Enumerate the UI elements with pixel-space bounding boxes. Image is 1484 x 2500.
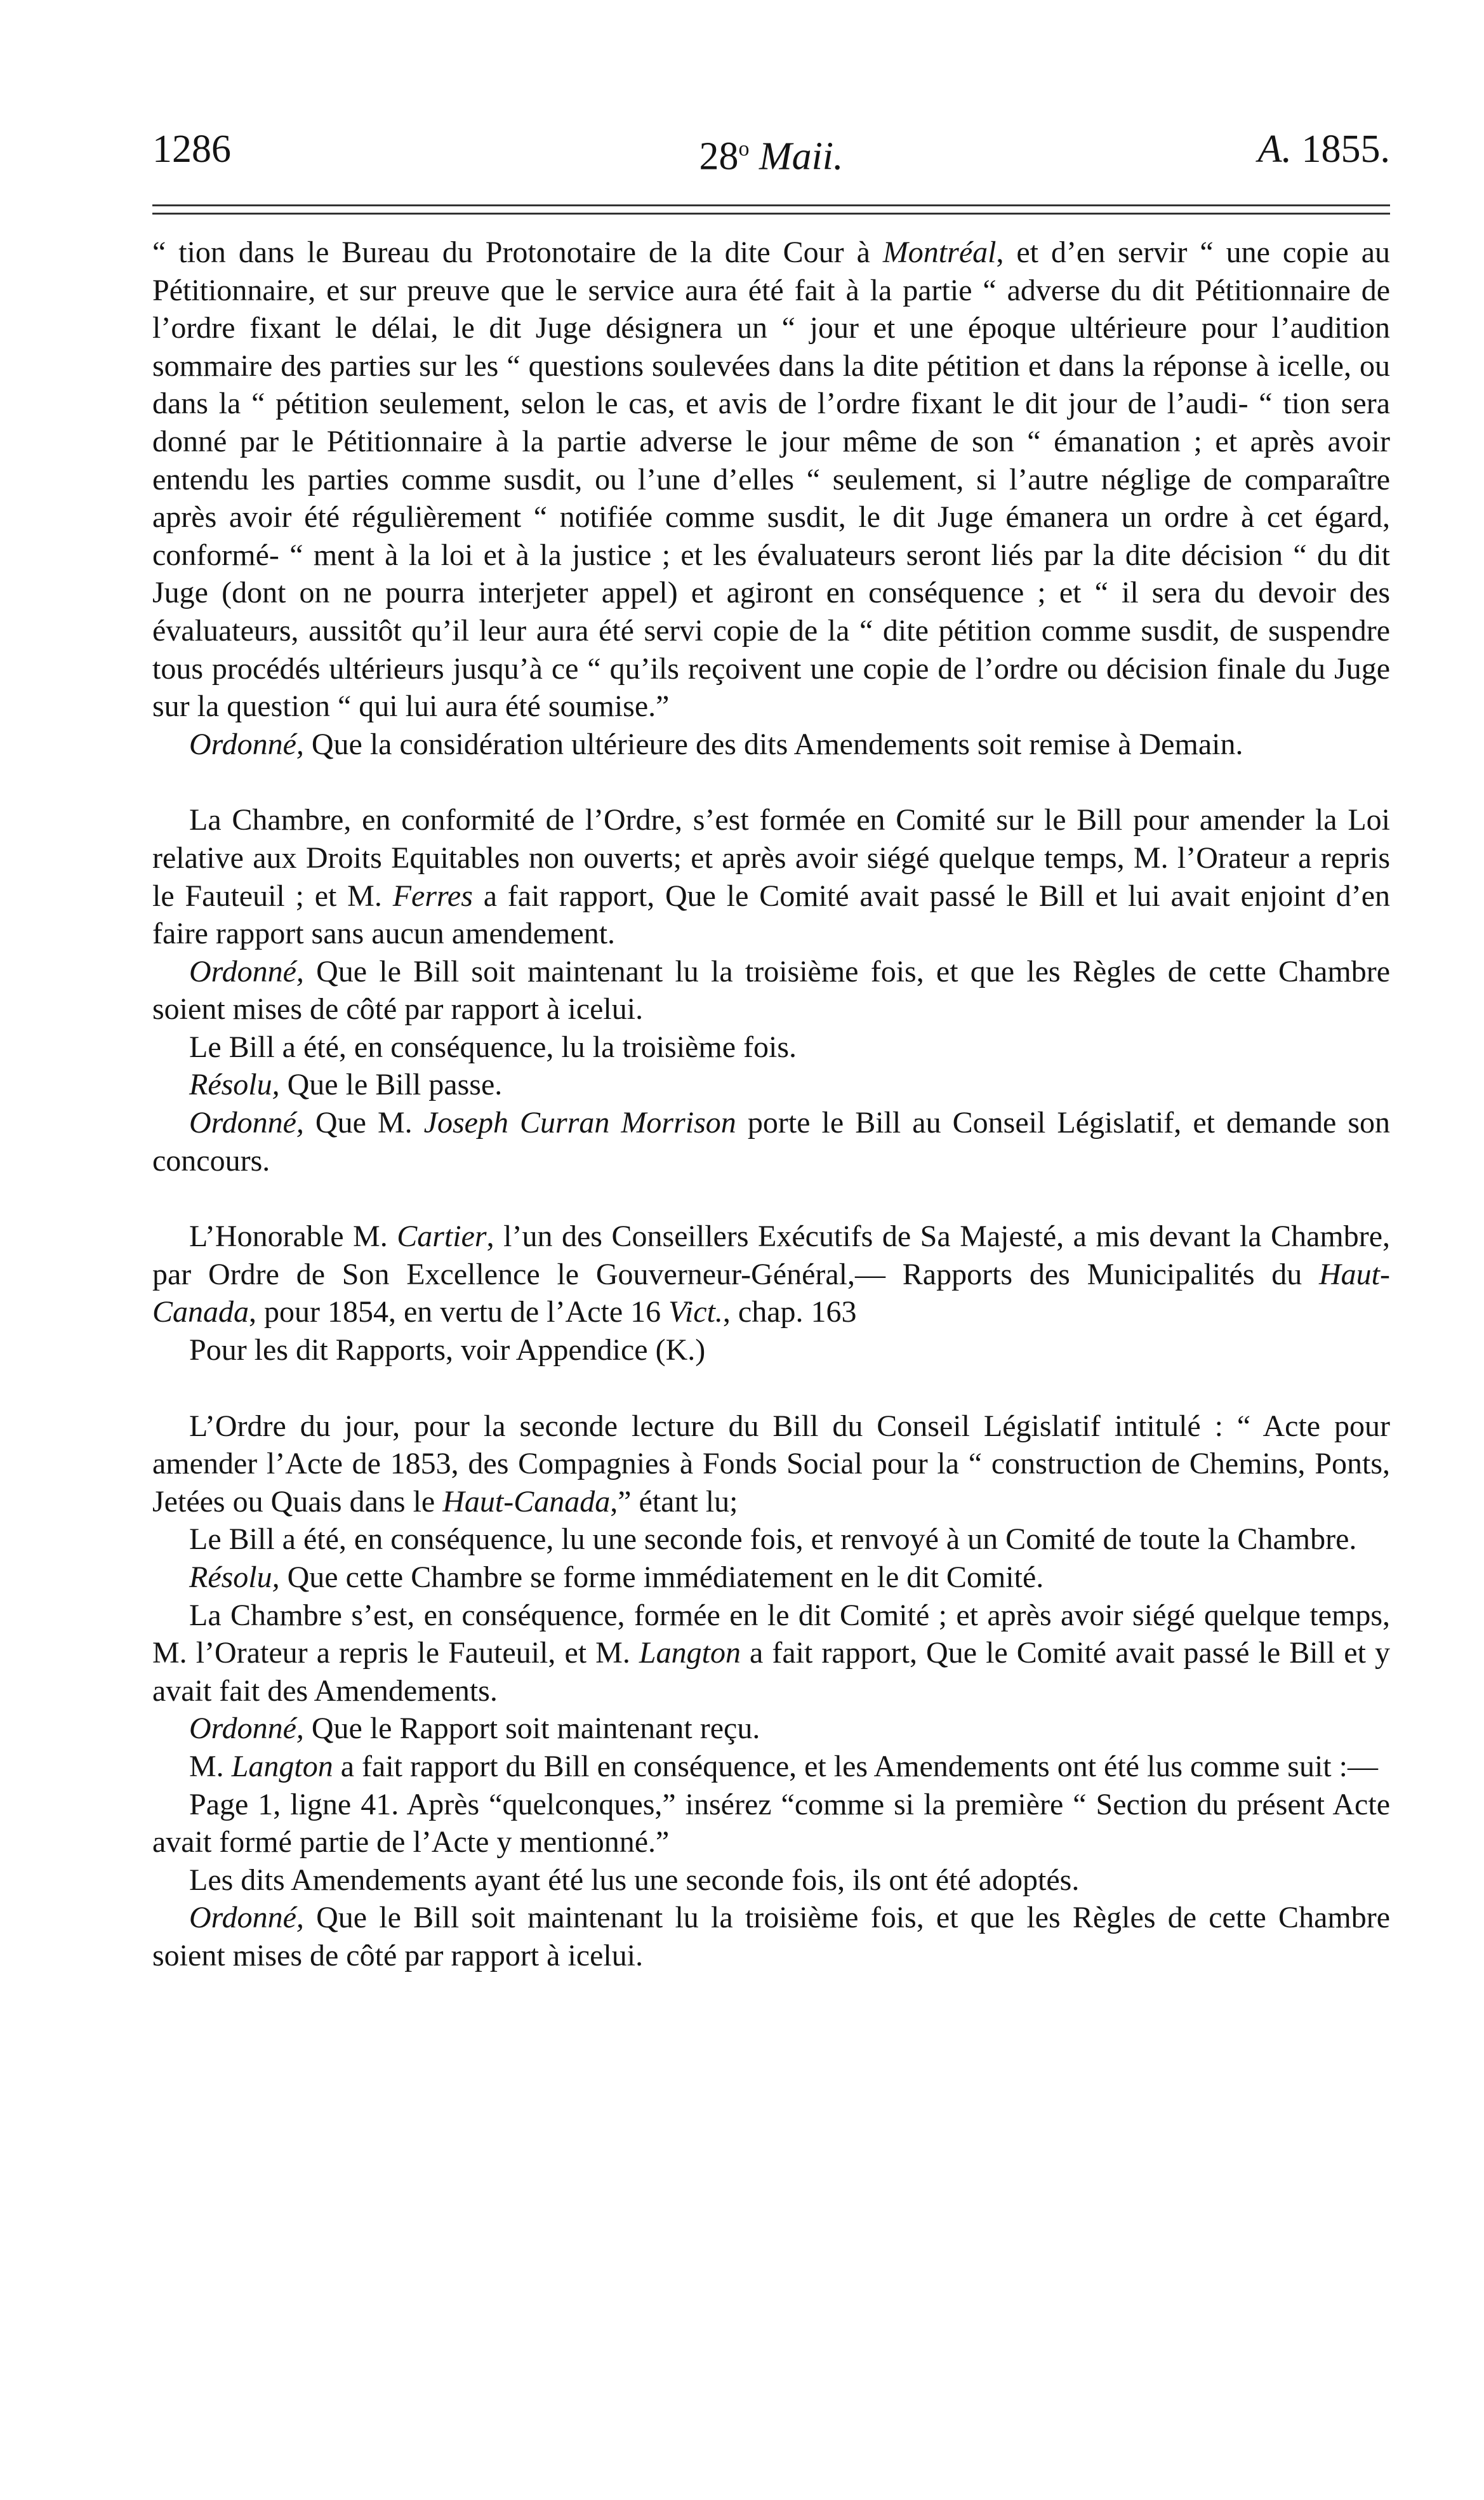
text-run: a fait rapport du Bill en conséquence, et les Amendements ont été lus comme suit :— [333, 1749, 1378, 1783]
paragraph-resolved [152, 1066, 1390, 1104]
year-value: 1855. [1301, 128, 1390, 171]
text-run: Que le Bill passe. [279, 1068, 503, 1102]
place-name: Haut-Canada [152, 1257, 1390, 1329]
resolu-label: Résolu, [189, 1068, 280, 1102]
paragraph-ordered-third-reading [152, 953, 1390, 1028]
text-run: , pour 1854, en vertu de l’Acte 16 [249, 1295, 669, 1329]
text-run: , et d’en servir “ une copie au Pétitionnaire, et sur preuve que le service aura été fait à la partie “ adverse du dit Pétitionnaire de l’ordre fixant le délai, le dit Juge désignera un “ jour et une époque ultérieure pour l’audition sommaire des parties sur les “ questions soulevées dans la dite pétition et dans la réponse à icelle, ou dans la “ pétition seulement, selon le cas, et avis de l’ordre fixant le dit jour de l’audi- “ tion sera donné par le Pétitionnaire à la partie adverse le jour même de son “ émanation ; et après avoir entendu les parties comme susdit, ou l’une d’elles “ seulement, si l’autre néglige de comparaître après avoir été régulièrement “ notifiée comme susdit, le dit Juge émanera un ordre à cet égard, conformé- “ ment à la loi et à la justice ; et les évaluateurs seront liés par la dite décision “ du dit Juge (dont on ne pourra interjeter appel) et agiront en conséquence ; et “ il sera du devoir des évaluateurs, aussitôt qu’il leur aura été servi copie de la “ dite pétition comme susdit, de suspendre tous procédés ultérieurs jusqu’à ce “ qu’ils reçoivent une copie de l’ordre ou décision finale du Juge sur la question “ qui lui aura été soumise.” [152, 236, 1391, 724]
paragraph-cartier-rapports [152, 1218, 1390, 1331]
paragraph-third-reading: Le Bill a été, en conséquence, lu la troisième fois. [189, 1030, 797, 1064]
paragraph-ordered-conseil [152, 1104, 1390, 1180]
date-day: 28 [699, 135, 739, 178]
paragraph-appendix-note: Pour les dit Rapports, voir Appendice (K.) [189, 1333, 706, 1367]
text-run: “ tion dans le Bureau du Protonotaire de la dite Cour à [152, 236, 883, 269]
member-name: Langton [639, 1636, 741, 1670]
date-superscript: o [738, 137, 750, 161]
date-month: Maii. [759, 135, 844, 178]
running-header [152, 121, 1390, 178]
ordonne-label: Ordonné, [189, 1901, 304, 1935]
text-run: Que cette Chambre se forme immédiatement en le dit Comité. [279, 1560, 1044, 1594]
paragraph-amendments-adopted: Les dits Amendements ayant été lus une seconde fois, ils ont été adoptés. [189, 1863, 1080, 1897]
ordonne-label: Ordonné, [189, 1106, 304, 1140]
header-year [1258, 121, 1390, 178]
paragraph-langton-report [152, 1748, 1390, 1786]
statute-abbrev: Vict. [668, 1295, 723, 1329]
text-run: Que M. [303, 1106, 424, 1140]
text-run: La Chambre, en conformité de l’Ordre, s’est formée en Comité sur le Bill pour amender la Loi relative aux Droits Equitables non ouverts; et après avoir siégé quelque temps, M. l’Orateur a repris le Fauteuil ; et M. [152, 803, 1390, 913]
ordonne-label: Ordonné, [189, 727, 304, 761]
text-run: Que le Bill soit maintenant lu la troisième fois, et que les Règles de cette Chambre soient mises de côté par rapport à icelui. [152, 954, 1390, 1027]
header-double-rule [152, 204, 1390, 215]
page-body [152, 234, 1390, 1975]
text-run: a fait rapport, Que le Comité avait passé le Bill et lui avait enjoint d’en faire rapport sans aucun amendement. [152, 879, 1391, 951]
text-run: M. [189, 1749, 232, 1783]
member-name: Joseph Curran Morrison [423, 1106, 736, 1140]
text-run: L’Honorable M. [189, 1220, 397, 1254]
paragraph-quoted-amendment [152, 234, 1390, 726]
text-run: ,” étant lu; [610, 1484, 738, 1519]
text-run: Que le Rapport soit maintenant reçu. [303, 1712, 760, 1746]
paragraph-second-reading: Le Bill a été, en conséquence, lu une seconde fois, et renvoyé à un Comité de toute la Chambre. [189, 1522, 1357, 1557]
place-name: Haut-Canada [442, 1484, 611, 1519]
text-run: porte le Bill au Conseil Législatif, et demande son concours. [152, 1106, 1390, 1178]
paragraph-resolved-committee [152, 1559, 1390, 1597]
text-run: Que le Bill soit maintenant lu la troisième fois, et que les Règles de cette Chambre soient mises de côté par rapport à icelui. [152, 1901, 1390, 1972]
place-name: Montréal [882, 236, 997, 269]
paragraph-comite-droits [152, 801, 1390, 952]
member-name: Ferres [392, 879, 473, 913]
member-name: Langton [231, 1749, 333, 1783]
paragraph-committee-report [152, 1597, 1390, 1710]
year-letter: A. [1257, 128, 1292, 171]
text-run: Que la considération ultérieure des dits Amendements soit remise à Demain. [303, 727, 1243, 761]
text-run: La Chambre s’est, en conséquence, formée en le dit Comité ; et après avoir siégé quelque temps, M. l’Orateur a repris le Fauteuil, et M. [152, 1598, 1390, 1670]
ordonne-label: Ordonné, [189, 954, 304, 988]
ordonne-label: Ordonné, [189, 1712, 304, 1746]
resolu-label: Résolu, [189, 1560, 280, 1594]
paragraph-ordered-report-received [152, 1710, 1390, 1748]
text-run: , chap. 163 [722, 1295, 857, 1329]
paragraph-order-of-day [152, 1407, 1390, 1521]
text-run: a fait rapport, Que le Comité avait passé le Bill et y avait fait des Amendements. [152, 1636, 1390, 1708]
text-run: , l’un des Conseillers Exécutifs de Sa Majesté, a mis devant la Chambre, par Ordre de Son Excellence le Gouverneur-Général,— Rapports des Municipalités du [152, 1220, 1391, 1291]
header-date [152, 121, 1390, 185]
page-number: 1286 [152, 128, 231, 171]
paragraph-amendment-text: Page 1, ligne 41. Après “quelconques,” insérez “comme si la première “ Section du présent Acte avait formé partie de l’Acte y mentionné.” [152, 1787, 1390, 1859]
paragraph-ordered-remise [152, 726, 1390, 764]
member-name: Cartier [397, 1220, 487, 1254]
text-run: L’Ordre du jour, pour la seconde lecture du Bill du Conseil Législatif intitulé : “ Acte pour amender l’Acte de 1853, des Compagnies à Fonds Social pour la “ construction de Chemins, Ponts, Jetées ou Quais dans le [152, 1409, 1390, 1519]
paragraph-ordered-final [152, 1899, 1390, 1974]
